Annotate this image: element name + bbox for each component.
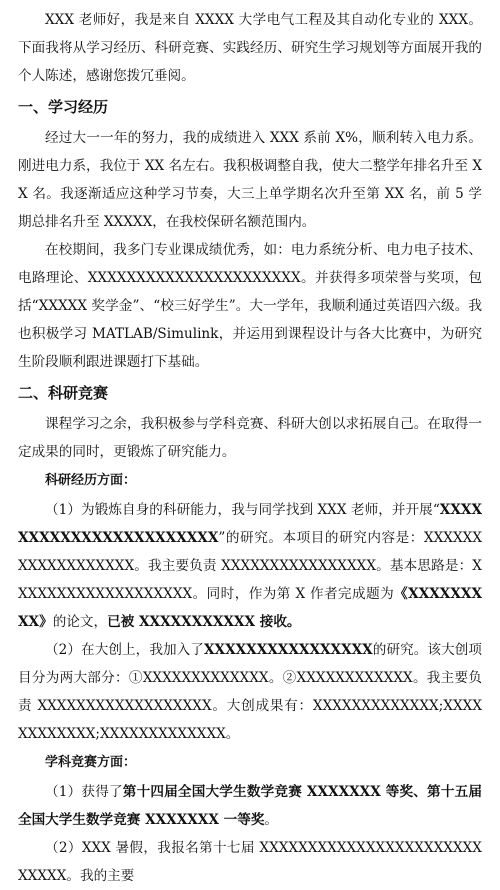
intro-paragraph: XXX 老师好，我是来自 XXXX 大学电气工程及其自动化专业的 XXX。下面我将从学习经历、科研竞赛、实践经历、研究生学习规划等方面展开我的个人陈述，感谢您拨冗垂阅。 [18, 12, 482, 84]
competition-item-1-text-a: （1）获得了 [45, 784, 123, 800]
competition-item-2: （2）XXX 暑假，我报名第十七届 XXXXXXXXXXXXXXXXXXXXXXXXXXXX。我的主要 [18, 840, 482, 884]
research-item-1-accepted: 已被 XXXXXXXXXXX 接收。 [107, 614, 301, 630]
competition-item-1-text-c: 。 [264, 812, 279, 828]
study-paragraph-1: 经过大一一年的努力，我的成绩进入 XXX 系前 X%，顺利转入电力系。刚进电力系，我位于 XX 名左右。我积极调整自我，使大二整学年排名升至 XX 名。我逐渐适应这种学习节奏，大三上单学期名次升至第 XX 名，前 5 学期总排名升至 XXXXX，在我校保研名额范围内。 [18, 130, 482, 230]
research-item-2-text-a: （2）在大创上，我加入了 [45, 642, 204, 658]
study-paragraph-2: 在校期间，我多门专业课成绩优秀，如：电力系统分析、电力电子技术、电路理论、XXXXXXXXXXXXXXXXXXXXXX。并获得多项荣誉与奖项，包括“XXXXX 奖学金”、“校三好学生”。大一学年，我顺利通过英语四六级。我也积极学习 MATLAB/Simulink，并运用到课程设计与各大比赛中，为研究生阶段顺利跟进课题打下基础。 [18, 242, 482, 370]
subheading-competitions: 学科竞赛方面： [45, 755, 137, 770]
research-item-2-text-c: 的研究。该大创项目分为两大部分：①XXXXXXXXXXXXX。②XXXXXXXXXXXX。我主要负责 XXXXXXXXXXXXXXXXXX。大创成果有：XXXXXXXXXXXXX;XXXXXXXXXXXX;XXXXXXXXXXXXX。 [18, 642, 483, 742]
research-item-1-text-c: ”的研究。本项目的研究内容是：XXXXXXXXXXXXXXXXXX。我主要负责 XXXXXXXXXXXXXXXX。基本思路是：XXXXXXXXXXXXXXXXXXX。同时，作为第 X 作者完成题为 [18, 530, 482, 602]
section-heading-study: 一、学习经历 [18, 98, 109, 116]
section-heading-research: 二、科研竞赛 [18, 384, 109, 402]
research-item-1-text-a: （1）为锻炼自身的科研能力，我与同学找到 XXX 老师，并开展“ [45, 502, 440, 518]
research-item-2 [18, 636, 482, 748]
subheading-research-experience: 科研经历方面： [45, 473, 137, 488]
competition-item-1-awards: 第十四届全国大学生数学竞赛 XXXXXXX 等奖、第十五届全国大学生数学竞赛 XXXXXXX 一等奖 [18, 784, 482, 828]
research-item-2-project: XXXXXXXXXXXXXXXX [203, 642, 373, 658]
research-intro-paragraph: 课程学习之余，我积极参与学科竞赛、科研大创以求拓展自己。在取得一定成果的同时，更锻炼了研究能力。 [18, 416, 482, 460]
research-item-1-project-title: XXXXXXXXXXXXXXXXXXXXXXX [18, 502, 482, 546]
research-item-1-paper-title: 《XXXXXXXXX》 [18, 586, 482, 630]
research-item-1-text-e: 的论文， [52, 614, 108, 630]
competition-item-1 [18, 778, 482, 834]
research-item-1 [18, 496, 482, 636]
